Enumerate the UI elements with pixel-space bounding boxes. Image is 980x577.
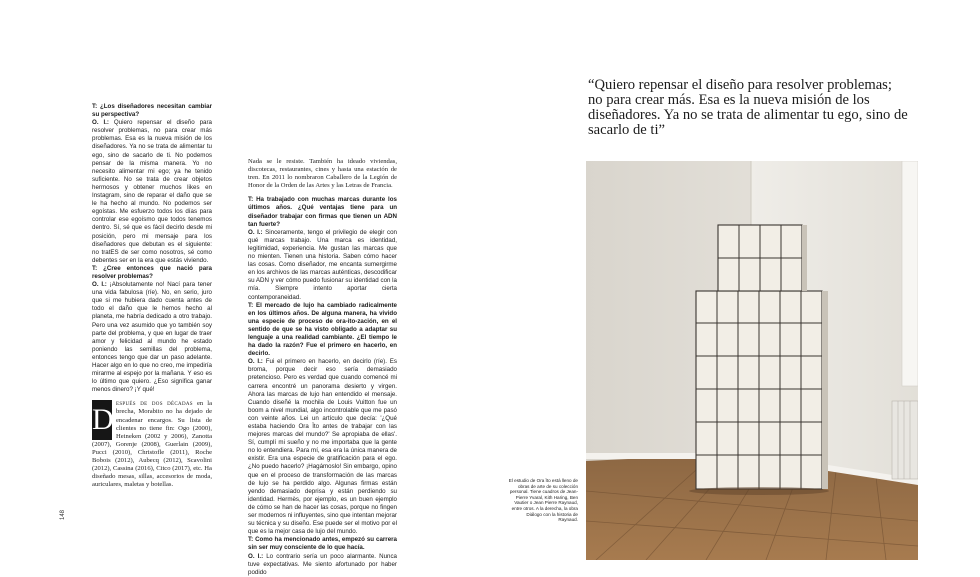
- interview-question: T: ¿Cree entonces que nació para resolver problemas?: [92, 264, 212, 280]
- interview-paragraphs: [92, 103, 212, 394]
- column-lead-paragraph: Nada se le resiste. También ha ideado viviendas, discotecas, restaurantes, cines y hasta una estación de tren. En 2011 lo nombraron Caballero de la Legión de Honor de la Orden de las Artes y las Letras de Francia.: [248, 158, 397, 190]
- speaker-label: O. I.:: [248, 358, 263, 366]
- interview-paragraphs: [248, 196, 397, 576]
- interview-question: T: Ha trabajado con muchas marcas durante los últimos años. ¿Qué ventajas tiene para un diseñador trabajar con firmas que tienen un ADN tan fuerte?: [248, 196, 397, 228]
- photo-caption: El estudio de Ora Ïto está lleno de obras de arte de su colección personal. Tiene cuadros de Jean-Pierre Yvaral, Kith Haring, Ben Vautier o Jean Pierre Raynaud, entre otros. A la derecha, la obra Diálogo con la historia de Raynaud.: [508, 478, 578, 523]
- interview-answer: O. I.: Quiero repensar el diseño para resolver problemas, no para crear más problemas. Esa es la nueva misión de los diseñadores. Ya no se trata de alimentar tu ego, sino de sacarlo de ti. No podemos pensar de la misma manera. Yo no necesito alimentar mi ego; ya he tenido suficiente. No se trata de crear objetos hermosos y obtener muchos likes en Instagram, sino de reparar el daño que se le ha hecho al mundo. No podemos ser egoístas. Me esfuerzo todos los días para controlar ese egoísmo que todos tenemos dentro. Sí, sé que es fácil decirlo desde mi posición, pero mi mensaje para los diseñadores que debutan es el siguiente: no tratES de ser como nosotros, sé como debentes ser en la era que estás viviendo.: [92, 119, 212, 264]
- drop-cap: D: [92, 400, 112, 440]
- speaker-label: O. I.:: [92, 119, 109, 127]
- interview-answer: O. I.: ¡Absolutamente no! Nací para tener una vida fabulosa (ríe). No, en serio, juro que si me hubiera dado cuenta antes de todo el daño que le hemos hecho al planeta, me habría dedicado a otro trabajo. Pero una vez asumido que yo también soy parte del problema, y que en lugar de traer amor y felicidad al mundo he estado poniendo las semillas del problema, entonces tengo que dar un paso adelante. Hacer algo en lo que no creo, me impediría mirarme al espejo por la mañana. Y eso es lo último que quiero. ¿Eso significa ganar menos dinero? ¡Y qué!: [92, 281, 213, 394]
- interview-answer: O. I.: Fui el primero en hacerlo, en decirlo (ríe). Es broma, porque decir eso sería demasiado pretencioso. Pero es verdad que cuando comencé mi carrera encontré un panorama desierto y virgen. Ahora las marcas de lujo han entendido el mensaje. Cuando diseñé la mochila de Louis Vuitton fue un boom a nivel mundial, algo incontrolable que me pasó con veinte años. Lei un artículo que decía: '¿Qué estaba haciendo Ora Ïto antes de trabajar con las mejores marcas del mundo?' Se apropiaba de ellas'. Sí, cumplí mi sueño y no me importaba que la gente no lo entendiera. Para mí, esa era la única manera de existir. Era una especie de gratificación para el ego. ¿No puedo hacerlo? ¡Hagámoslo! Sin embargo, opino que en el proceso de transformación de las marcas de lujo se ha perdido algo. Algunas firmas están yendo demasiado deprisa y están perdiendo su identidad. Hermès, por ejemplo, es un buen ejemplo de cómo se han de hacer las cosas, porque no fingen ser modernos ni influyentes, sino que intentan mejorar su técnica y su diseño. Ese puede ser el motivo por el que es la mejor casa de lujo del mundo.: [248, 358, 397, 536]
- photo-cabinet-room: [586, 161, 918, 560]
- pull-quote: “Quiero repensar el diseño para resolver problemas; no para crear más. Esa es la nueva misión de los diseñadores. Ya no se trata de alimentar tu ego, sino de sacarlo de ti”: [588, 77, 908, 138]
- bio-text: en la brecha, Morabito no ha dejado de encadenar encargos. Su lista de clientes no tiene fin: Ogo (2000), Heineken (2002 y 2006), Zanotta (2007), Gorenje (2008), Guerlain (2009), Pucci (2010), Christofle (2011), Roche Bobois (2012), Aubecq (2012), Scavolini (2012), Cassina (2016), Citco (2017), etc. Ha diseñado mesas, sillas, accesorios de moda, auriculares, maletas y botellas.: [92, 400, 213, 489]
- photo-illustration: [586, 161, 918, 560]
- lead-smallcaps: espués de dos décadas: [116, 400, 193, 408]
- interview-answer: O. I.: Sinceramente, tengo el privilegio de elegir con qué marcas trabajo. Una marca es identidad, legitimidad, experiencia. Me gustan las marcas que no mienten. Tienen una historia. Saben cómo hacer las cosas. Como diseñador, me encanta sumergirme en los archivos de las marcas auténticas, descodificar su ADN y ver cómo puedo fusionar su identidad con la mía. Siempre intento aportar cierta contemporaneidad.: [248, 228, 397, 301]
- speaker-label: O. I.:: [248, 552, 264, 560]
- speaker-label: O. I.:: [92, 281, 107, 289]
- interview-question: T: El mercado de lujo ha cambiado radicalmente en los últimos años. De alguna manera, ha vivido una especie de proceso de ora-ito-zación, en el sentido de que se ha visto obligado a adaptar su lenguaje a una realidad cambiante. ¿El tiempo le ha dado la razón? Fue el primero en hacerlo, en decirlo.: [248, 301, 397, 358]
- page-number: 148: [60, 509, 66, 520]
- speaker-label: O. I.:: [248, 228, 263, 236]
- interview-answer: O. I.: Lo contrario sería un poco alarmante. Nunca tuve expectativas. Me siento afortunado por haber podido: [248, 552, 397, 576]
- interview-question: T: Como ha mencionado antes, empezó su carrera sin ser muy consciente de lo que hacía.: [248, 536, 397, 552]
- bio-paragraph: [92, 400, 212, 489]
- text-column-middle: [248, 158, 397, 577]
- interview-question: T: ¿Los diseñadores necesitan cambiar su perspectiva?: [92, 103, 212, 119]
- text-column-left: [92, 103, 212, 489]
